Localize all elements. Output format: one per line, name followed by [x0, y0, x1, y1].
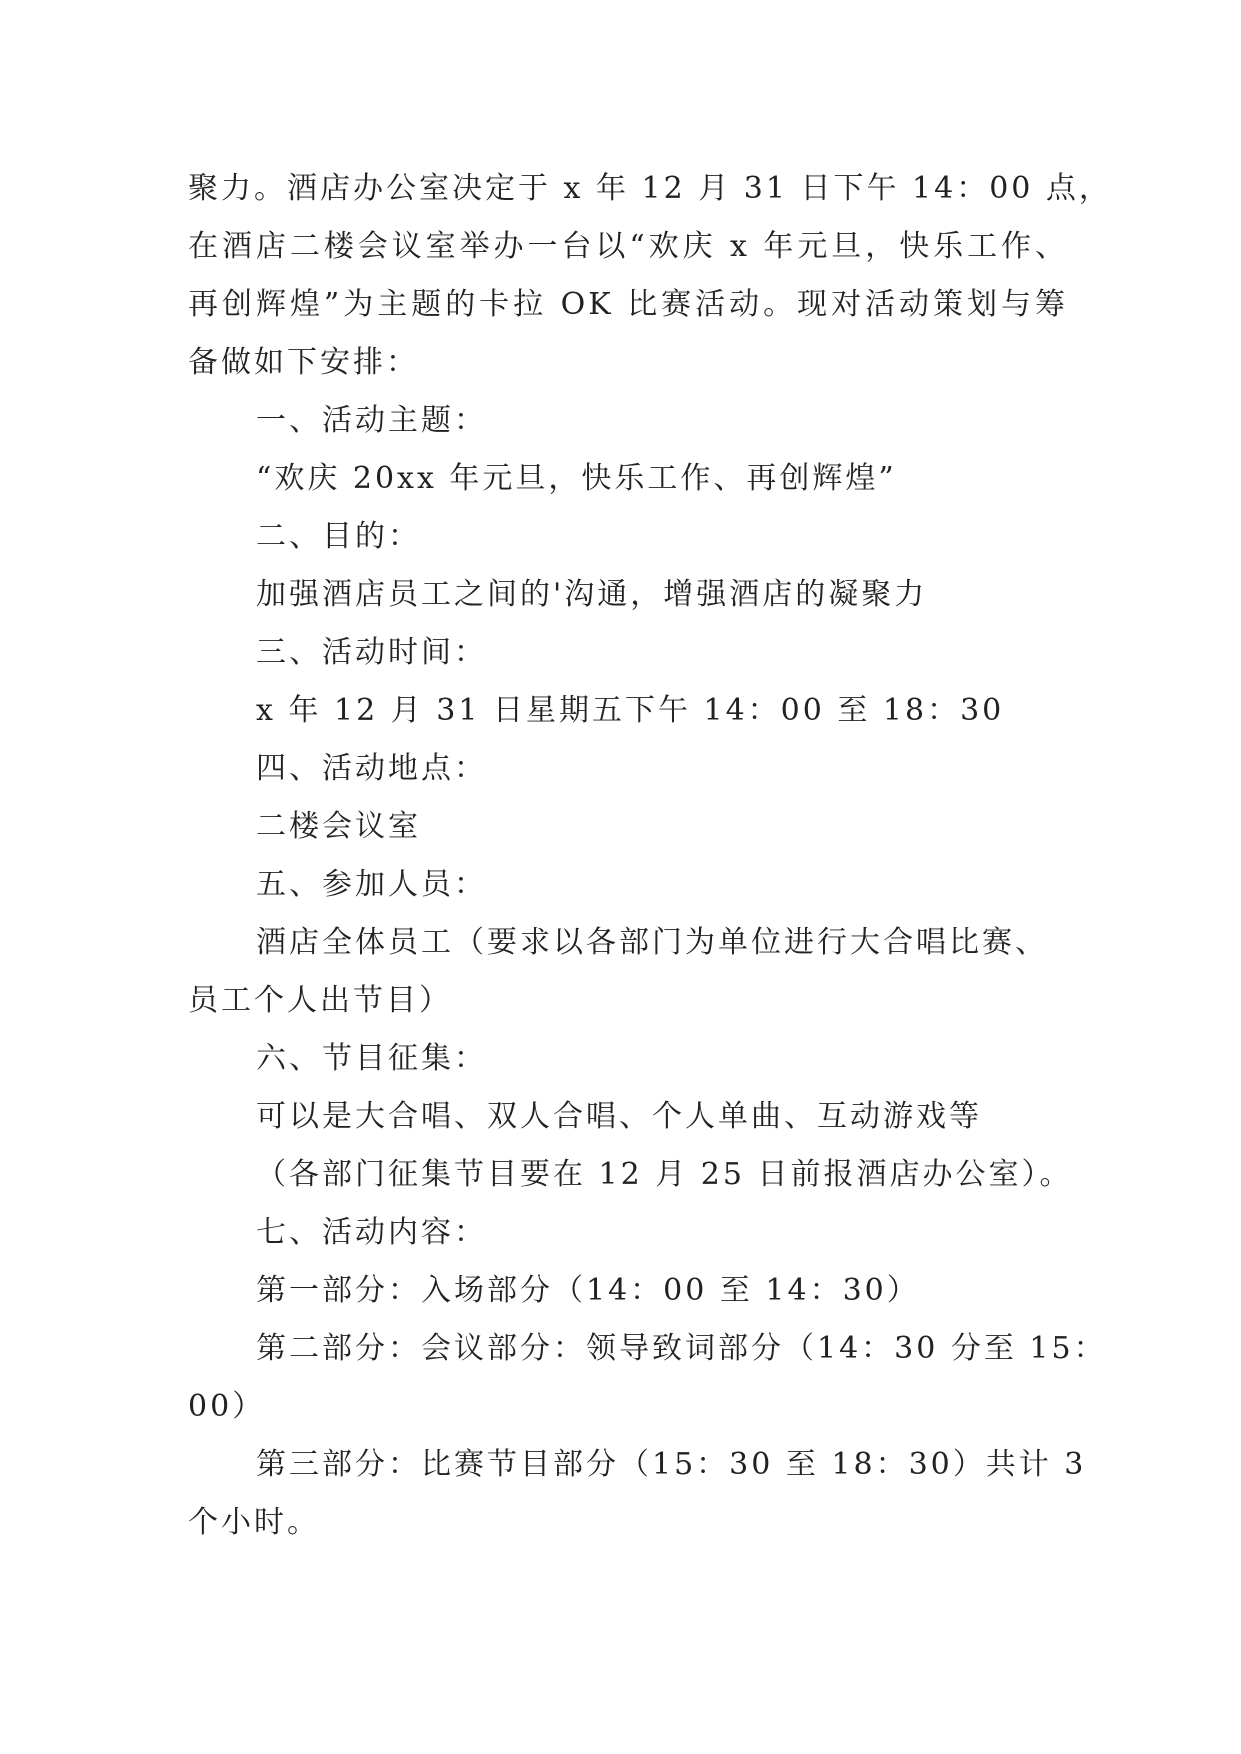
content-part-1: 第一部分：入场部分（14：00 至 14：30）: [256, 1273, 920, 1308]
document-body: [188, 160, 1112, 1552]
time-text: x 年 12 月 31 日星期五下午 14：00 至 18：30: [256, 693, 1005, 728]
content-part-3: 第三部分：比赛节目部分（15：30 至 18：30）共计 3: [256, 1447, 1087, 1482]
location-text: 二楼会议室: [256, 809, 421, 844]
purpose-text: 加强酒店员工之间的'沟通，增强酒店的凝聚力: [256, 577, 928, 612]
programs-note: （各部门征集节目要在 12 月 25 日前报酒店办公室）。: [256, 1157, 1073, 1192]
programs-text: 可以是大合唱、双人合唱、个人单曲、互动游戏等: [256, 1099, 982, 1134]
section-heading-time: 三、活动时间：: [256, 635, 487, 670]
participants-text-cont: 员工个人出节目）: [188, 983, 452, 1018]
paragraph-line: 在酒店二楼会议室举办一台以“欢庆 x 年元旦，快乐工作、: [188, 229, 1068, 264]
content-part-2: 第二部分：会议部分：领导致词部分（14：30 分至 15：: [256, 1331, 1107, 1366]
section-heading-participants: 五、参加人员：: [256, 867, 487, 902]
content-part-3-cont: 个小时。: [188, 1505, 320, 1540]
participants-text: 酒店全体员工（要求以各部门为单位进行大合唱比赛、: [256, 925, 1048, 960]
paragraph-line: 再创辉煌”为主题的卡拉 OK 比赛活动。现对活动策划与筹: [188, 287, 1068, 322]
paragraph-line: 聚力。酒店办公室决定于 x 年 12 月 31 日下午 14：00 点，: [188, 171, 1112, 206]
content-part-2-cont: 00）: [188, 1389, 266, 1424]
section-heading-location: 四、活动地点：: [256, 751, 487, 786]
theme-text: “欢庆 20xx 年元旦，快乐工作、再创辉煌”: [256, 461, 897, 496]
section-heading-theme: 一、活动主题：: [256, 403, 487, 438]
section-heading-purpose: 二、目的：: [256, 519, 421, 554]
section-heading-content: 七、活动内容：: [256, 1215, 487, 1250]
paragraph-line: 备做如下安排：: [188, 345, 419, 380]
section-heading-programs: 六、节目征集：: [256, 1041, 487, 1076]
